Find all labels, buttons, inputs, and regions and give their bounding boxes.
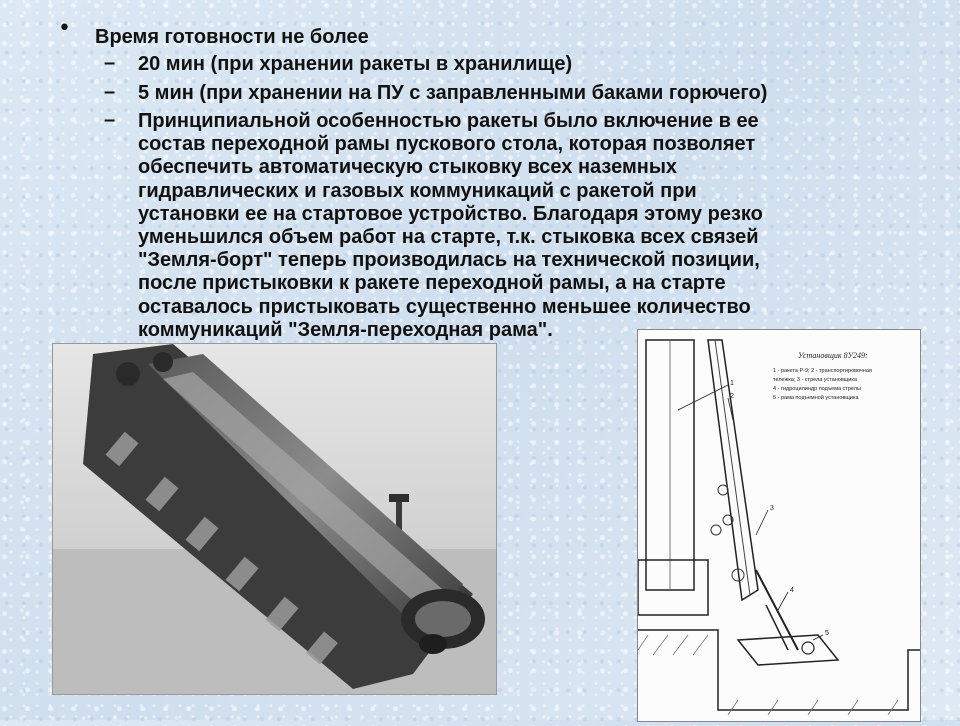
legend-line: тележка; 3 - стрела установщика xyxy=(773,377,857,383)
sub-item-launcher: 5 мин (при хранении на ПУ с заправленными баками горючего) xyxy=(138,82,768,104)
callout-1: 1 xyxy=(730,380,734,387)
dash-icon: – xyxy=(104,109,116,131)
erector-drawing xyxy=(637,329,921,722)
dash-icon: – xyxy=(104,81,116,103)
bullet-heading: Время готовности не более xyxy=(95,26,369,48)
rocket-photo-image xyxy=(53,344,496,694)
callout-4: 4 xyxy=(790,587,794,594)
sub-item-storage: 20 мин (при хранении ракеты в хранилище) xyxy=(138,53,573,75)
paragraph-line: состав переходной рамы пускового стола, которая позволяет xyxy=(138,133,756,156)
paragraph-line: "Земля-борт" теперь производилась на технической позиции, xyxy=(138,249,760,272)
legend-line: 1 - ракета Р-9; 2 - транспортировочная xyxy=(773,368,872,374)
paragraph-line: уменьшился объем работ на старте, т.к. стыковка всех связей xyxy=(138,226,759,249)
sub-item-description xyxy=(138,110,898,342)
legend-line: 5 - рама подъемной установщика xyxy=(773,395,859,401)
bullet-icon: • xyxy=(58,16,71,41)
drawing-caption: Установщик 8У249: xyxy=(798,351,868,360)
paragraph-line: Принципиальной особенностью ракеты было включение в ее xyxy=(138,110,759,132)
callout-3: 3 xyxy=(770,505,774,512)
legend-line: 4 - гидроцилиндр подъема стрелы xyxy=(773,386,861,392)
paragraph-line: установки ее на стартовое устройство. Благодаря этому резко xyxy=(138,202,763,225)
callout-5: 5 xyxy=(825,630,829,637)
rocket-photo xyxy=(52,343,497,695)
callout-2: 2 xyxy=(730,393,734,400)
dash-icon: – xyxy=(104,52,116,74)
paragraph-line: гидравлических и газовых коммуникаций с ракетой при xyxy=(138,179,697,202)
paragraph-line: оставалось пристыковать существенно меньшее количество xyxy=(138,295,751,318)
paragraph-line: коммуникаций "Земля-переходная рама". xyxy=(138,318,553,341)
erector-drawing-image xyxy=(638,330,920,721)
paragraph-line: после пристыковки к ракете переходной рамы, а на старте xyxy=(138,272,726,295)
paragraph-line: обеспечить автоматическую стыковку всех наземных xyxy=(138,156,678,179)
